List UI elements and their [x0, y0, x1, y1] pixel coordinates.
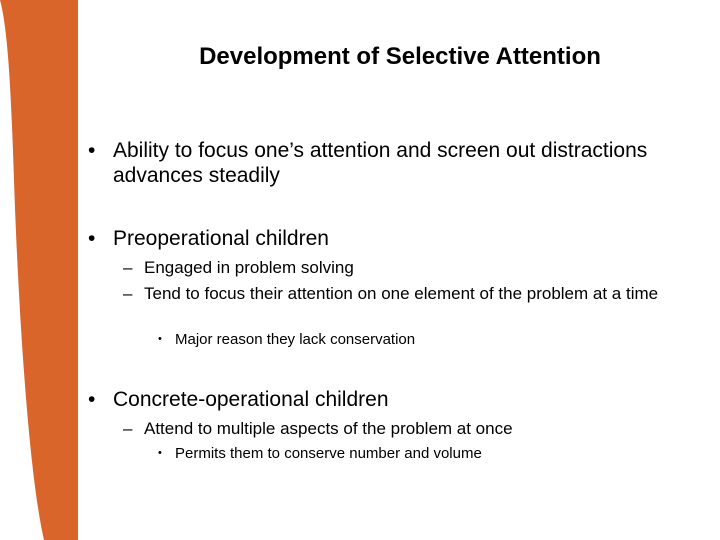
- sub-bullet-marker: –: [123, 419, 133, 438]
- sub-sub-bullet-marker: •: [158, 447, 162, 459]
- sub-sub-bullet-marker: •: [158, 333, 162, 345]
- bullet-marker: •: [88, 139, 96, 162]
- bullet-text: Preoperational children: [113, 227, 329, 250]
- sub-bullet-text: Engaged in problem solving: [144, 258, 354, 277]
- sub-sub-bullet-text: Permits them to conserve number and volume: [175, 445, 482, 462]
- sub-bullet-marker: –: [123, 284, 133, 303]
- bullet-text: Ability to focus one’s attention and screen out distractions advances steadily: [113, 139, 648, 187]
- sub-bullet-text: Tend to focus their attention on one element of the problem at a time: [144, 284, 659, 303]
- sub-bullet-text: Attend to multiple aspects of the problem at once: [144, 419, 513, 438]
- bullet-text: Concrete-operational children: [113, 388, 389, 411]
- sub-sub-bullet-text: Major reason they lack conservation: [175, 331, 416, 348]
- slide-title: Development of Selective Attention: [199, 43, 601, 70]
- sub-bullet-marker: –: [123, 258, 133, 277]
- bullet-marker: •: [88, 388, 96, 411]
- bullet-marker: •: [88, 227, 96, 250]
